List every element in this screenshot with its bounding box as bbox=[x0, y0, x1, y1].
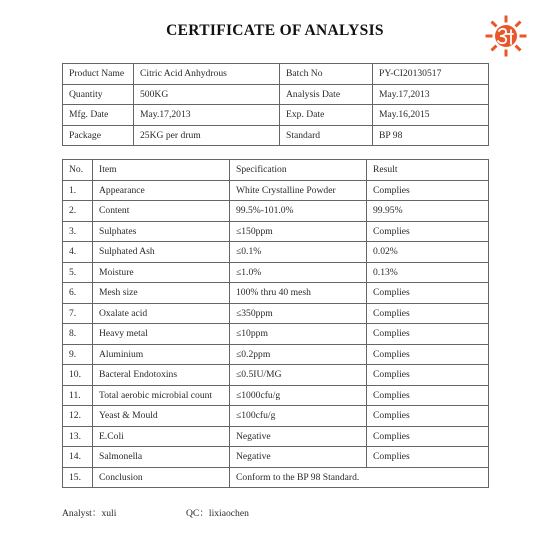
info-label: Mfg. Date bbox=[63, 105, 134, 126]
table-row bbox=[63, 344, 489, 365]
table-row bbox=[63, 242, 489, 263]
info-row bbox=[63, 84, 489, 105]
row-item: Content bbox=[93, 201, 230, 222]
row-specification: ≤1.0% bbox=[230, 262, 367, 283]
info-label: Product Name bbox=[63, 64, 134, 85]
table-row bbox=[63, 180, 489, 201]
info-value: 25KG per drum bbox=[134, 125, 280, 146]
info-label: Exp. Date bbox=[280, 105, 373, 126]
row-number: 12. bbox=[63, 406, 93, 427]
conclusion-row bbox=[63, 467, 489, 488]
row-number: 15. bbox=[63, 467, 93, 488]
row-item: Mesh size bbox=[93, 283, 230, 304]
table-row bbox=[63, 324, 489, 345]
table-row bbox=[63, 385, 489, 406]
row-specification: ≤150ppm bbox=[230, 221, 367, 242]
info-label: Batch No bbox=[280, 64, 373, 85]
row-specification: ≤0.1% bbox=[230, 242, 367, 263]
table-row bbox=[63, 365, 489, 386]
row-result: Complies bbox=[367, 303, 489, 324]
row-result: 99.95% bbox=[367, 201, 489, 222]
info-value: Citric Acid Anhydrous bbox=[134, 64, 280, 85]
row-result: Complies bbox=[367, 180, 489, 201]
row-number: 8. bbox=[63, 324, 93, 345]
info-label: Analysis Date bbox=[280, 84, 373, 105]
analyst-signature: Analyst：xuli bbox=[62, 508, 117, 519]
row-result: Complies bbox=[367, 365, 489, 386]
row-item: E.Coli bbox=[93, 426, 230, 447]
table-row bbox=[63, 262, 489, 283]
row-item: Appearance bbox=[93, 180, 230, 201]
row-number: 1. bbox=[63, 180, 93, 201]
row-result: Complies bbox=[367, 426, 489, 447]
info-value: BP 98 bbox=[373, 125, 489, 146]
row-specification: ≤350ppm bbox=[230, 303, 367, 324]
header-specification: Specification bbox=[230, 160, 367, 181]
row-specification: ≤0.2ppm bbox=[230, 344, 367, 365]
table-row bbox=[63, 283, 489, 304]
table-row bbox=[63, 426, 489, 447]
table-row bbox=[63, 406, 489, 427]
info-value: May.16,2015 bbox=[373, 105, 489, 126]
row-result: Complies bbox=[367, 385, 489, 406]
row-number: 5. bbox=[63, 262, 93, 283]
certificate-title: CERTIFICATE OF ANALYSIS bbox=[166, 22, 384, 39]
row-number: 9. bbox=[63, 344, 93, 365]
info-row bbox=[63, 125, 489, 146]
row-specification: 100% thru 40 mesh bbox=[230, 283, 367, 304]
info-row bbox=[63, 64, 489, 85]
analysis-table bbox=[62, 159, 489, 488]
row-item: Moisture bbox=[93, 262, 230, 283]
info-value: May.17,2013 bbox=[373, 84, 489, 105]
row-specification: White Crystalline Powder bbox=[230, 180, 367, 201]
row-number: 6. bbox=[63, 283, 93, 304]
row-result: 0.02% bbox=[367, 242, 489, 263]
row-result: Complies bbox=[367, 406, 489, 427]
row-number: 13. bbox=[63, 426, 93, 447]
row-item: Total aerobic microbial count bbox=[93, 385, 230, 406]
row-number: 3. bbox=[63, 221, 93, 242]
row-specification: ≤0.5IU/MG bbox=[230, 365, 367, 386]
info-label: Standard bbox=[280, 125, 373, 146]
row-item: Sulphates bbox=[93, 221, 230, 242]
info-value: 500KG bbox=[134, 84, 280, 105]
info-value: May.17,2013 bbox=[134, 105, 280, 126]
om-symbol-logo-icon bbox=[484, 14, 528, 58]
row-result: Complies bbox=[367, 344, 489, 365]
row-specification: 99.5%-101.0% bbox=[230, 201, 367, 222]
row-result: Complies bbox=[367, 324, 489, 345]
row-result: Complies bbox=[367, 447, 489, 468]
header-no: No. bbox=[63, 160, 93, 181]
table-row bbox=[63, 201, 489, 222]
row-number: 2. bbox=[63, 201, 93, 222]
row-result: 0.13% bbox=[367, 262, 489, 283]
row-number: 4. bbox=[63, 242, 93, 263]
row-item: Sulphated Ash bbox=[93, 242, 230, 263]
qc-signature: QC：lixiaochen bbox=[186, 508, 249, 519]
row-number: 14. bbox=[63, 447, 93, 468]
product-info-table bbox=[62, 63, 489, 146]
row-specification: ≤10ppm bbox=[230, 324, 367, 345]
table-row bbox=[63, 221, 489, 242]
row-number: 11. bbox=[63, 385, 93, 406]
row-item: Conclusion bbox=[93, 467, 230, 488]
row-specification: ≤1000cfu/g bbox=[230, 385, 367, 406]
info-value: PY-CI20130517 bbox=[373, 64, 489, 85]
row-item: Aluminium bbox=[93, 344, 230, 365]
header-result: Result bbox=[367, 160, 489, 181]
info-label: Quantity bbox=[63, 84, 134, 105]
conclusion-text: Conform to the BP 98 Standard. bbox=[230, 467, 489, 488]
row-specification: Negative bbox=[230, 447, 367, 468]
row-item: Salmonella bbox=[93, 447, 230, 468]
table-row bbox=[63, 447, 489, 468]
info-row bbox=[63, 105, 489, 126]
row-specification: Negative bbox=[230, 426, 367, 447]
table-row bbox=[63, 303, 489, 324]
row-specification: ≤100cfu/g bbox=[230, 406, 367, 427]
row-number: 10. bbox=[63, 365, 93, 386]
analysis-header-row bbox=[63, 160, 489, 181]
row-item: Bacteral Endotoxins bbox=[93, 365, 230, 386]
row-item: Yeast & Mould bbox=[93, 406, 230, 427]
row-result: Complies bbox=[367, 221, 489, 242]
row-item: Heavy metal bbox=[93, 324, 230, 345]
info-label: Package bbox=[63, 125, 134, 146]
header-item: Item bbox=[93, 160, 230, 181]
row-result: Complies bbox=[367, 283, 489, 304]
row-item: Oxalate acid bbox=[93, 303, 230, 324]
row-number: 7. bbox=[63, 303, 93, 324]
